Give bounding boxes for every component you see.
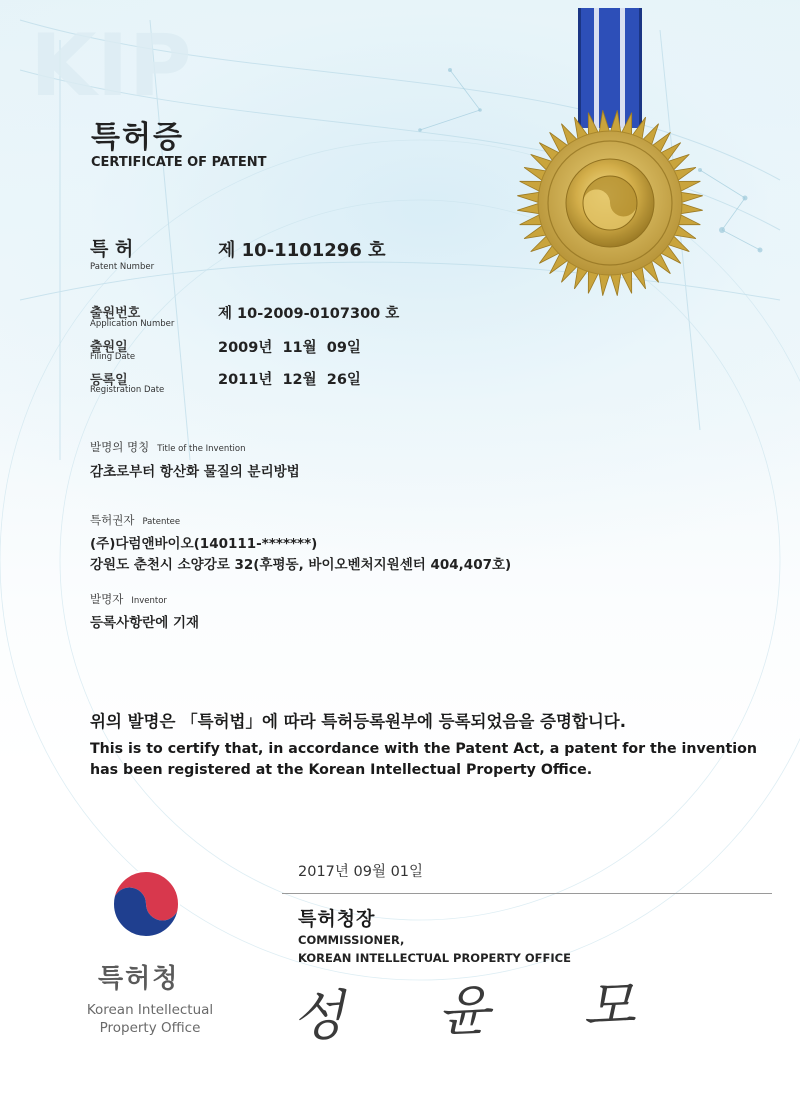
patentee-label bbox=[90, 512, 180, 528]
kipo-logo-name-en-line1: Korean Intellectual bbox=[86, 1002, 214, 1018]
invention-label bbox=[90, 439, 246, 455]
patentee-name: (주)다럼앤바이오(140111-*******) bbox=[90, 536, 318, 552]
certificate-title-ko: 특허증 bbox=[91, 120, 184, 155]
kipo-logo-name-en bbox=[80, 1001, 220, 1037]
application-number: 제 10-2009-0107300 호 bbox=[218, 306, 400, 322]
taegeuk-logo-icon bbox=[101, 858, 191, 948]
patent-number: 제 10-1101296 호 bbox=[218, 240, 386, 261]
certification-statement-en-line2: has been registered at the Korean Intellectual Property Office. bbox=[90, 762, 593, 778]
inventor-value: 등록사항란에 기재 bbox=[90, 615, 200, 631]
issue-date: 2017년 09월 01일 bbox=[298, 864, 424, 880]
inventor-label bbox=[90, 591, 167, 607]
certificate-title-en: CERTIFICATE OF PATENT bbox=[91, 155, 267, 170]
certification-statement-ko: 위의 발명은 「특허법」에 따라 특허등록원부에 등록되었음을 증명합니다. bbox=[90, 712, 626, 731]
signature-divider bbox=[282, 893, 772, 894]
invention-label-en: Title of the Invention bbox=[157, 444, 246, 454]
invention-label-ko: 발명의 명칭 bbox=[90, 440, 150, 454]
commissioner-title-ko: 특허청장 bbox=[298, 908, 376, 930]
registration-label-en: Registration Date bbox=[90, 385, 165, 395]
gold-seal-icon bbox=[510, 8, 710, 303]
patent-label-en: Patent Number bbox=[90, 262, 155, 272]
registration-label-ko: 등록일 bbox=[90, 373, 128, 388]
patent-label-ko: 특 허 bbox=[90, 238, 134, 260]
invention-title: 감초로부터 항산화 물질의 분리방법 bbox=[90, 464, 300, 480]
inventor-label-en: Inventor bbox=[131, 596, 167, 606]
commissioner-title-en-line2: KOREAN INTELLECTUAL PROPERTY OFFICE bbox=[298, 951, 571, 965]
registration-date: 2011년 12월 26일 bbox=[218, 372, 361, 388]
kipo-logo-name-en-line2: Property Office bbox=[99, 1020, 201, 1036]
filing-label-ko: 출원일 bbox=[90, 340, 128, 355]
inventor-label-ko: 발명자 bbox=[90, 592, 124, 606]
certification-statement-en-line1: This is to certify that, in accordance with the Patent Act, a patent for the invention bbox=[90, 741, 757, 757]
application-label-ko: 출원번호 bbox=[90, 306, 141, 321]
application-label-en: Application Number bbox=[90, 319, 175, 329]
patentee-label-en: Patentee bbox=[142, 517, 181, 527]
filing-date: 2009년 11월 09일 bbox=[218, 340, 361, 356]
commissioner-signature: 성 윤 모 bbox=[291, 972, 674, 1049]
svg-text:KIP: KIP bbox=[30, 16, 192, 116]
commissioner-title-en-line1: COMMISSIONER, bbox=[298, 933, 405, 947]
filing-label-en: Filing Date bbox=[90, 352, 136, 362]
kipo-logo-name-ko: 특허청 bbox=[98, 964, 180, 994]
patentee-label-ko: 특허권자 bbox=[90, 513, 135, 527]
patentee-address: 강원도 춘천시 소양강로 32(후평동, 바이오벤처지원센터 404,407호) bbox=[90, 557, 512, 573]
